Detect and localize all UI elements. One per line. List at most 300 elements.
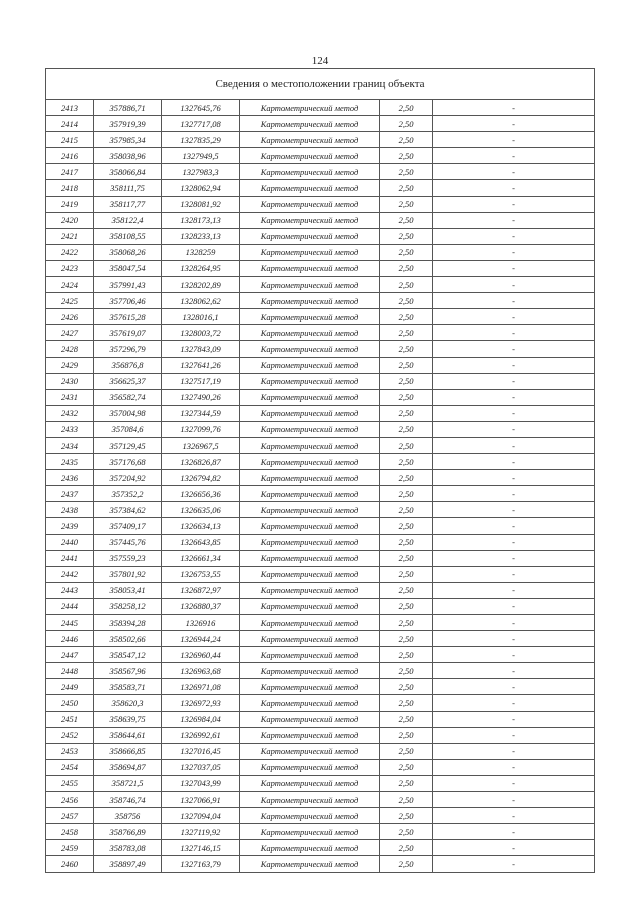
y-coordinate-cell: 1326753,55 [162, 566, 240, 582]
point-number-cell: 2446 [46, 631, 94, 647]
description-cell: - [433, 228, 595, 244]
y-coordinate-cell: 1327344,59 [162, 405, 240, 421]
y-coordinate-cell: 1326635,06 [162, 502, 240, 518]
method-cell: Картометрический метод [240, 631, 380, 647]
x-coordinate-cell: 358066,84 [94, 164, 162, 180]
y-coordinate-cell: 1326971,08 [162, 679, 240, 695]
point-number-cell: 2436 [46, 470, 94, 486]
description-cell: - [433, 454, 595, 470]
accuracy-cell: 2,50 [380, 775, 433, 791]
table-row [46, 566, 595, 582]
description-cell: - [433, 164, 595, 180]
description-cell: - [433, 582, 595, 598]
point-number-cell: 2427 [46, 325, 94, 341]
boundary-table-container [45, 68, 594, 873]
point-number-cell: 2444 [46, 598, 94, 614]
point-number-cell: 2451 [46, 711, 94, 727]
description-cell: - [433, 277, 595, 293]
x-coordinate-cell: 357801,92 [94, 566, 162, 582]
description-cell: - [433, 116, 595, 132]
y-coordinate-cell: 1327717,08 [162, 116, 240, 132]
description-cell: - [433, 615, 595, 631]
table-row [46, 663, 595, 679]
description-cell: - [433, 180, 595, 196]
y-coordinate-cell: 1328003,72 [162, 325, 240, 341]
accuracy-cell: 2,50 [380, 534, 433, 550]
x-coordinate-cell: 356876,8 [94, 357, 162, 373]
y-coordinate-cell: 1327016,45 [162, 743, 240, 759]
point-number-cell: 2418 [46, 180, 94, 196]
method-cell: Картометрический метод [240, 840, 380, 856]
y-coordinate-cell: 1327146,15 [162, 840, 240, 856]
y-coordinate-cell: 1327641,26 [162, 357, 240, 373]
method-cell: Картометрический метод [240, 534, 380, 550]
accuracy-cell: 2,50 [380, 663, 433, 679]
y-coordinate-cell: 1326984,04 [162, 711, 240, 727]
table-row [46, 454, 595, 470]
accuracy-cell: 2,50 [380, 309, 433, 325]
description-cell: - [433, 550, 595, 566]
accuracy-cell: 2,50 [380, 164, 433, 180]
x-coordinate-cell: 357619,07 [94, 325, 162, 341]
y-coordinate-cell: 1328233,13 [162, 228, 240, 244]
x-coordinate-cell: 358394,28 [94, 615, 162, 631]
point-number-cell: 2450 [46, 695, 94, 711]
description-cell: - [433, 647, 595, 663]
x-coordinate-cell: 357176,68 [94, 454, 162, 470]
method-cell: Картометрический метод [240, 486, 380, 502]
x-coordinate-cell: 358620,3 [94, 695, 162, 711]
table-row [46, 534, 595, 550]
method-cell: Картометрический метод [240, 679, 380, 695]
y-coordinate-cell: 1326634,13 [162, 518, 240, 534]
x-coordinate-cell: 358756 [94, 808, 162, 824]
x-coordinate-cell: 358583,71 [94, 679, 162, 695]
point-number-cell: 2430 [46, 373, 94, 389]
point-number-cell: 2439 [46, 518, 94, 534]
description-cell: - [433, 325, 595, 341]
x-coordinate-cell: 357445,76 [94, 534, 162, 550]
x-coordinate-cell: 358038,96 [94, 148, 162, 164]
x-coordinate-cell: 358068,26 [94, 244, 162, 260]
accuracy-cell: 2,50 [380, 743, 433, 759]
table-row [46, 711, 595, 727]
y-coordinate-cell: 1326963,68 [162, 663, 240, 679]
point-number-cell: 2453 [46, 743, 94, 759]
method-cell: Картометрический метод [240, 615, 380, 631]
x-coordinate-cell: 356625,37 [94, 373, 162, 389]
accuracy-cell: 2,50 [380, 357, 433, 373]
point-number-cell: 2449 [46, 679, 94, 695]
method-cell: Картометрический метод [240, 389, 380, 405]
description-cell: - [433, 260, 595, 276]
description-cell: - [433, 808, 595, 824]
method-cell: Картометрический метод [240, 566, 380, 582]
point-number-cell: 2452 [46, 727, 94, 743]
x-coordinate-cell: 358644,61 [94, 727, 162, 743]
method-cell: Картометрический метод [240, 309, 380, 325]
point-number-cell: 2438 [46, 502, 94, 518]
table-row [46, 132, 595, 148]
y-coordinate-cell: 1327037,05 [162, 759, 240, 775]
point-number-cell: 2422 [46, 244, 94, 260]
x-coordinate-cell: 358111,75 [94, 180, 162, 196]
x-coordinate-cell: 357204,92 [94, 470, 162, 486]
y-coordinate-cell: 1328081,92 [162, 196, 240, 212]
table-row [46, 695, 595, 711]
y-coordinate-cell: 1326643,85 [162, 534, 240, 550]
point-number-cell: 2442 [46, 566, 94, 582]
method-cell: Картометрический метод [240, 164, 380, 180]
accuracy-cell: 2,50 [380, 808, 433, 824]
method-cell: Картометрический метод [240, 212, 380, 228]
point-number-cell: 2445 [46, 615, 94, 631]
x-coordinate-cell: 357559,23 [94, 550, 162, 566]
x-coordinate-cell: 357919,39 [94, 116, 162, 132]
x-coordinate-cell: 356582,74 [94, 389, 162, 405]
accuracy-cell: 2,50 [380, 437, 433, 453]
table-row [46, 615, 595, 631]
description-cell: - [433, 534, 595, 550]
method-cell: Картометрический метод [240, 518, 380, 534]
description-cell: - [433, 148, 595, 164]
table-row [46, 293, 595, 309]
table-row [46, 550, 595, 566]
accuracy-cell: 2,50 [380, 389, 433, 405]
accuracy-cell: 2,50 [380, 840, 433, 856]
accuracy-cell: 2,50 [380, 518, 433, 534]
method-cell: Картометрический метод [240, 647, 380, 663]
x-coordinate-cell: 357706,46 [94, 293, 162, 309]
point-number-cell: 2456 [46, 792, 94, 808]
method-cell: Картометрический метод [240, 598, 380, 614]
y-coordinate-cell: 1326794,82 [162, 470, 240, 486]
table-row [46, 228, 595, 244]
description-cell: - [433, 502, 595, 518]
point-number-cell: 2416 [46, 148, 94, 164]
description-cell: - [433, 293, 595, 309]
description-cell: - [433, 695, 595, 711]
method-cell: Картометрический метод [240, 695, 380, 711]
description-cell: - [433, 824, 595, 840]
point-number-cell: 2424 [46, 277, 94, 293]
accuracy-cell: 2,50 [380, 631, 433, 647]
table-row [46, 212, 595, 228]
method-cell: Картометрический метод [240, 727, 380, 743]
method-cell: Картометрический метод [240, 421, 380, 437]
accuracy-cell: 2,50 [380, 824, 433, 840]
point-number-cell: 2460 [46, 856, 94, 872]
boundary-points-table [45, 68, 595, 873]
accuracy-cell: 2,50 [380, 293, 433, 309]
y-coordinate-cell: 1326967,5 [162, 437, 240, 453]
method-cell: Картометрический метод [240, 341, 380, 357]
description-cell: - [433, 743, 595, 759]
point-number-cell: 2428 [46, 341, 94, 357]
method-cell: Картометрический метод [240, 180, 380, 196]
accuracy-cell: 2,50 [380, 212, 433, 228]
description-cell: - [433, 566, 595, 582]
accuracy-cell: 2,50 [380, 759, 433, 775]
point-number-cell: 2432 [46, 405, 94, 421]
accuracy-cell: 2,50 [380, 566, 433, 582]
description-cell: - [433, 679, 595, 695]
method-cell: Картометрический метод [240, 325, 380, 341]
method-cell: Картометрический метод [240, 132, 380, 148]
table-title-row [46, 69, 595, 100]
point-number-cell: 2425 [46, 293, 94, 309]
y-coordinate-cell: 1327066,91 [162, 792, 240, 808]
method-cell: Картометрический метод [240, 148, 380, 164]
table-row [46, 518, 595, 534]
table-row [46, 180, 595, 196]
description-cell: - [433, 518, 595, 534]
accuracy-cell: 2,50 [380, 711, 433, 727]
x-coordinate-cell: 357296,79 [94, 341, 162, 357]
table-row [46, 196, 595, 212]
table-row [46, 341, 595, 357]
description-cell: - [433, 196, 595, 212]
y-coordinate-cell: 1327949,5 [162, 148, 240, 164]
y-coordinate-cell: 1328062,62 [162, 293, 240, 309]
accuracy-cell: 2,50 [380, 373, 433, 389]
point-number-cell: 2454 [46, 759, 94, 775]
point-number-cell: 2423 [46, 260, 94, 276]
point-number-cell: 2426 [46, 309, 94, 325]
table-row [46, 824, 595, 840]
method-cell: Картометрический метод [240, 373, 380, 389]
x-coordinate-cell: 358122,4 [94, 212, 162, 228]
x-coordinate-cell: 358721,5 [94, 775, 162, 791]
x-coordinate-cell: 358783,08 [94, 840, 162, 856]
method-cell: Картометрический метод [240, 196, 380, 212]
x-coordinate-cell: 358053,41 [94, 582, 162, 598]
y-coordinate-cell: 1326916 [162, 615, 240, 631]
point-number-cell: 2434 [46, 437, 94, 453]
y-coordinate-cell: 1328202,89 [162, 277, 240, 293]
point-number-cell: 2447 [46, 647, 94, 663]
description-cell: - [433, 405, 595, 421]
table-title: Сведения о местоположении границ объекта [46, 69, 595, 100]
accuracy-cell: 2,50 [380, 856, 433, 872]
x-coordinate-cell: 358047,54 [94, 260, 162, 276]
accuracy-cell: 2,50 [380, 260, 433, 276]
x-coordinate-cell: 357384,62 [94, 502, 162, 518]
table-row [46, 405, 595, 421]
accuracy-cell: 2,50 [380, 582, 433, 598]
y-coordinate-cell: 1327094,04 [162, 808, 240, 824]
table-row [46, 759, 595, 775]
accuracy-cell: 2,50 [380, 341, 433, 357]
point-number-cell: 2455 [46, 775, 94, 791]
description-cell: - [433, 711, 595, 727]
point-number-cell: 2457 [46, 808, 94, 824]
x-coordinate-cell: 358547,12 [94, 647, 162, 663]
description-cell: - [433, 100, 595, 116]
x-coordinate-cell: 358258,12 [94, 598, 162, 614]
y-coordinate-cell: 1327163,79 [162, 856, 240, 872]
table-row [46, 840, 595, 856]
accuracy-cell: 2,50 [380, 100, 433, 116]
table-row [46, 164, 595, 180]
method-cell: Картометрический метод [240, 711, 380, 727]
description-cell: - [433, 212, 595, 228]
point-number-cell: 2414 [46, 116, 94, 132]
accuracy-cell: 2,50 [380, 421, 433, 437]
point-number-cell: 2415 [46, 132, 94, 148]
description-cell: - [433, 598, 595, 614]
table-row [46, 116, 595, 132]
accuracy-cell: 2,50 [380, 454, 433, 470]
accuracy-cell: 2,50 [380, 405, 433, 421]
y-coordinate-cell: 1326960,44 [162, 647, 240, 663]
x-coordinate-cell: 358117,77 [94, 196, 162, 212]
description-cell: - [433, 663, 595, 679]
accuracy-cell: 2,50 [380, 598, 433, 614]
method-cell: Картометрический метод [240, 437, 380, 453]
accuracy-cell: 2,50 [380, 486, 433, 502]
table-row [46, 244, 595, 260]
method-cell: Картометрический метод [240, 116, 380, 132]
point-number-cell: 2443 [46, 582, 94, 598]
point-number-cell: 2440 [46, 534, 94, 550]
table-row [46, 679, 595, 695]
x-coordinate-cell: 357991,43 [94, 277, 162, 293]
accuracy-cell: 2,50 [380, 647, 433, 663]
table-row [46, 647, 595, 663]
accuracy-cell: 2,50 [380, 228, 433, 244]
table-row [46, 373, 595, 389]
description-cell: - [433, 357, 595, 373]
table-row [46, 598, 595, 614]
x-coordinate-cell: 357004,98 [94, 405, 162, 421]
point-number-cell: 2431 [46, 389, 94, 405]
point-number-cell: 2417 [46, 164, 94, 180]
accuracy-cell: 2,50 [380, 470, 433, 486]
accuracy-cell: 2,50 [380, 196, 433, 212]
table-row [46, 727, 595, 743]
method-cell: Картометрический метод [240, 100, 380, 116]
x-coordinate-cell: 358766,89 [94, 824, 162, 840]
y-coordinate-cell: 1326972,93 [162, 695, 240, 711]
method-cell: Картометрический метод [240, 293, 380, 309]
accuracy-cell: 2,50 [380, 727, 433, 743]
accuracy-cell: 2,50 [380, 679, 433, 695]
y-coordinate-cell: 1327099,76 [162, 421, 240, 437]
y-coordinate-cell: 1326656,36 [162, 486, 240, 502]
table-row [46, 582, 595, 598]
y-coordinate-cell: 1327517,19 [162, 373, 240, 389]
method-cell: Картометрический метод [240, 228, 380, 244]
method-cell: Картометрический метод [240, 502, 380, 518]
description-cell: - [433, 631, 595, 647]
method-cell: Картометрический метод [240, 357, 380, 373]
description-cell: - [433, 437, 595, 453]
x-coordinate-cell: 357409,17 [94, 518, 162, 534]
x-coordinate-cell: 358897,49 [94, 856, 162, 872]
method-cell: Картометрический метод [240, 260, 380, 276]
y-coordinate-cell: 1326661,34 [162, 550, 240, 566]
y-coordinate-cell: 1326992,61 [162, 727, 240, 743]
description-cell: - [433, 389, 595, 405]
x-coordinate-cell: 358639,75 [94, 711, 162, 727]
accuracy-cell: 2,50 [380, 116, 433, 132]
point-number-cell: 2429 [46, 357, 94, 373]
point-number-cell: 2459 [46, 840, 94, 856]
description-cell: - [433, 470, 595, 486]
description-cell: - [433, 309, 595, 325]
accuracy-cell: 2,50 [380, 615, 433, 631]
accuracy-cell: 2,50 [380, 325, 433, 341]
description-cell: - [433, 421, 595, 437]
x-coordinate-cell: 357615,28 [94, 309, 162, 325]
method-cell: Картометрический метод [240, 405, 380, 421]
x-coordinate-cell: 357985,34 [94, 132, 162, 148]
y-coordinate-cell: 1327983,3 [162, 164, 240, 180]
y-coordinate-cell: 1328264,95 [162, 260, 240, 276]
x-coordinate-cell: 357886,71 [94, 100, 162, 116]
x-coordinate-cell: 357352,2 [94, 486, 162, 502]
table-row [46, 309, 595, 325]
table-row [46, 486, 595, 502]
accuracy-cell: 2,50 [380, 502, 433, 518]
method-cell: Картометрический метод [240, 454, 380, 470]
table-row [46, 743, 595, 759]
x-coordinate-cell: 358746,74 [94, 792, 162, 808]
method-cell: Картометрический метод [240, 663, 380, 679]
method-cell: Картометрический метод [240, 792, 380, 808]
table-row [46, 277, 595, 293]
description-cell: - [433, 840, 595, 856]
point-number-cell: 2420 [46, 212, 94, 228]
table-row [46, 792, 595, 808]
x-coordinate-cell: 358567,96 [94, 663, 162, 679]
y-coordinate-cell: 1326826,87 [162, 454, 240, 470]
table-row [46, 631, 595, 647]
description-cell: - [433, 775, 595, 791]
accuracy-cell: 2,50 [380, 244, 433, 260]
description-cell: - [433, 132, 595, 148]
x-coordinate-cell: 358502,66 [94, 631, 162, 647]
point-number-cell: 2458 [46, 824, 94, 840]
point-number-cell: 2421 [46, 228, 94, 244]
accuracy-cell: 2,50 [380, 148, 433, 164]
table-row [46, 437, 595, 453]
table-row [46, 775, 595, 791]
accuracy-cell: 2,50 [380, 132, 433, 148]
table-row [46, 260, 595, 276]
point-number-cell: 2433 [46, 421, 94, 437]
x-coordinate-cell: 358694,87 [94, 759, 162, 775]
description-cell: - [433, 856, 595, 872]
y-coordinate-cell: 1328173,13 [162, 212, 240, 228]
y-coordinate-cell: 1326880,37 [162, 598, 240, 614]
table-row [46, 808, 595, 824]
point-number-cell: 2437 [46, 486, 94, 502]
point-number-cell: 2413 [46, 100, 94, 116]
y-coordinate-cell: 1327645,76 [162, 100, 240, 116]
point-number-cell: 2448 [46, 663, 94, 679]
method-cell: Картометрический метод [240, 856, 380, 872]
description-cell: - [433, 373, 595, 389]
description-cell: - [433, 341, 595, 357]
y-coordinate-cell: 1327835,29 [162, 132, 240, 148]
accuracy-cell: 2,50 [380, 277, 433, 293]
x-coordinate-cell: 358666,85 [94, 743, 162, 759]
method-cell: Картометрический метод [240, 808, 380, 824]
method-cell: Картометрический метод [240, 277, 380, 293]
description-cell: - [433, 759, 595, 775]
